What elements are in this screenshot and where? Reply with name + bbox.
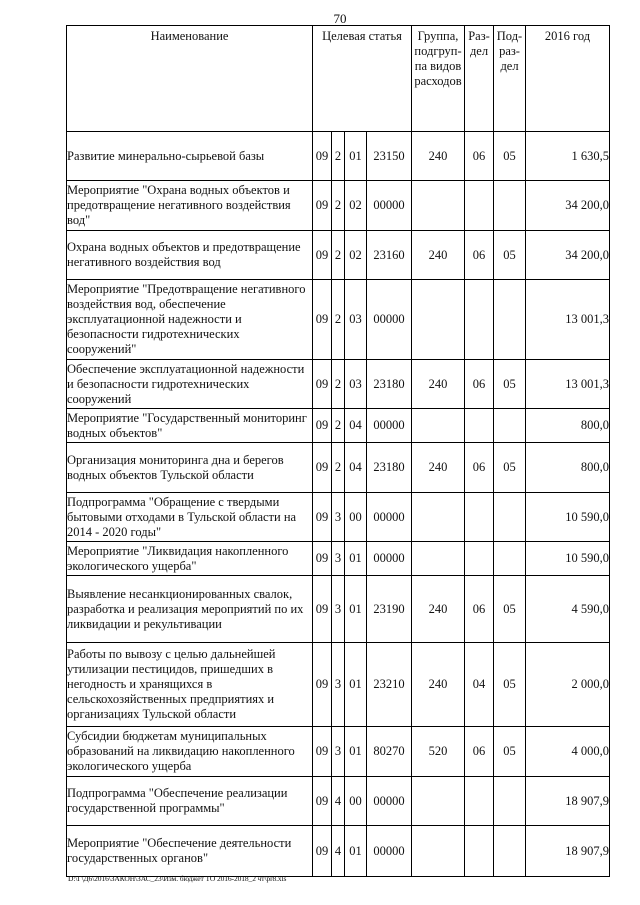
row-name: Мероприятие "Обеспечение деятельности государственных органов"	[67, 826, 313, 877]
table-row	[67, 280, 610, 360]
row-name: Мероприятие "Государственный мониторинг водных объектов"	[67, 409, 313, 443]
subsection: 05	[494, 727, 526, 777]
table-row	[67, 727, 610, 777]
expense-group: 240	[412, 443, 465, 493]
subsection	[494, 542, 526, 576]
table-row	[67, 231, 610, 280]
row-name: Подпрограмма "Обращение с твердыми бытовыми отходами в Тульской области на 2014 - 2020 годы"	[67, 493, 313, 542]
event-code: 04	[345, 443, 367, 493]
direction-code: 00000	[367, 826, 412, 877]
subsection	[494, 181, 526, 231]
amount-2016: 2 000,0	[526, 643, 610, 727]
row-name: Мероприятие "Предотвращение негативного воздействия вод, обеспечение эксплуатационной надежности и безопасности гидротехнических сооружений"	[67, 280, 313, 360]
program-code: 09	[313, 727, 332, 777]
table-row	[67, 826, 610, 877]
row-name: Подпрограмма "Обеспечение реализации государственной программы"	[67, 777, 313, 826]
subsection	[494, 777, 526, 826]
amount-2016: 4 590,0	[526, 576, 610, 643]
direction-code: 23180	[367, 360, 412, 409]
header-row	[67, 26, 610, 132]
subprogram-code: 2	[332, 443, 345, 493]
section	[465, 181, 494, 231]
amount-2016: 13 001,3	[526, 280, 610, 360]
direction-code: 23190	[367, 576, 412, 643]
program-code: 09	[313, 132, 332, 181]
row-name: Охрана водных объектов и предотвращение негативного воздействия вод	[67, 231, 313, 280]
event-code: 01	[345, 132, 367, 181]
row-name: Выявление несанкционированных свалок, разработка и реализация мероприятий по их ликвидации и рекультивации	[67, 576, 313, 643]
program-code: 09	[313, 231, 332, 280]
subprogram-code: 2	[332, 409, 345, 443]
expense-group	[412, 493, 465, 542]
program-code: 09	[313, 181, 332, 231]
row-name: Работы по вывозу с целью дальнейшей утилизации пестицидов, пришедших в негодность и хранящихся в сельскохозяйственных предприятиях и организациях Тульской области	[67, 643, 313, 727]
expense-group: 240	[412, 231, 465, 280]
subprogram-code: 4	[332, 826, 345, 877]
direction-code: 23180	[367, 443, 412, 493]
subsection: 05	[494, 360, 526, 409]
table-row	[67, 576, 610, 643]
subsection	[494, 280, 526, 360]
section: 06	[465, 231, 494, 280]
direction-code: 00000	[367, 409, 412, 443]
expense-group	[412, 777, 465, 826]
direction-code: 23150	[367, 132, 412, 181]
amount-2016: 18 907,9	[526, 826, 610, 877]
subprogram-code: 3	[332, 576, 345, 643]
expense-group	[412, 280, 465, 360]
subprogram-code: 3	[332, 643, 345, 727]
table-row	[67, 493, 610, 542]
row-name: Субсидии бюджетам муниципальных образований на ликвидацию накопленного экологического ущерба	[67, 727, 313, 777]
table-row	[67, 409, 610, 443]
page-number: 70	[333, 11, 347, 26]
subsection: 05	[494, 576, 526, 643]
header-section: Раз-дел	[465, 26, 494, 132]
file-path-footer: D:\Г\Д6\2016\ЗАКОН\ЗАС_23\Изм. бюджет ТО 2016-2018_2 чт\pr8.xls	[68, 874, 287, 883]
section	[465, 280, 494, 360]
program-code: 09	[313, 576, 332, 643]
program-code: 09	[313, 643, 332, 727]
subprogram-code: 2	[332, 360, 345, 409]
subsection	[494, 493, 526, 542]
section: 06	[465, 576, 494, 643]
program-code: 09	[313, 542, 332, 576]
section	[465, 493, 494, 542]
subsection: 05	[494, 231, 526, 280]
row-name: Обеспечение эксплуатационной надежности и безопасности гидротехнических сооружений	[67, 360, 313, 409]
expense-group	[412, 542, 465, 576]
event-code: 00	[345, 493, 367, 542]
event-code: 02	[345, 231, 367, 280]
subprogram-code: 2	[332, 231, 345, 280]
section	[465, 777, 494, 826]
subprogram-code: 3	[332, 727, 345, 777]
amount-2016: 34 200,0	[526, 181, 610, 231]
header-subsection: Под-раз-дел	[494, 26, 526, 132]
row-name: Организация мониторинга дна и берегов водных объектов Тульской области	[67, 443, 313, 493]
amount-2016: 4 000,0	[526, 727, 610, 777]
subsection: 05	[494, 443, 526, 493]
table-row	[67, 542, 610, 576]
expense-group: 240	[412, 643, 465, 727]
direction-code: 00000	[367, 280, 412, 360]
table-row	[67, 360, 610, 409]
event-code: 01	[345, 826, 367, 877]
amount-2016: 10 590,0	[526, 542, 610, 576]
amount-2016: 800,0	[526, 409, 610, 443]
subprogram-code: 3	[332, 493, 345, 542]
expense-group	[412, 826, 465, 877]
subsection: 05	[494, 132, 526, 181]
table-row	[67, 181, 610, 231]
program-code: 09	[313, 493, 332, 542]
expense-group: 240	[412, 132, 465, 181]
section: 06	[465, 360, 494, 409]
event-code: 01	[345, 576, 367, 643]
direction-code: 80270	[367, 727, 412, 777]
event-code: 00	[345, 777, 367, 826]
direction-code: 00000	[367, 777, 412, 826]
header-group: Группа, подгруп-па видов расходов	[412, 26, 465, 132]
table-row	[67, 132, 610, 181]
event-code: 03	[345, 280, 367, 360]
subsection	[494, 409, 526, 443]
budget-table	[66, 25, 610, 877]
direction-code: 23210	[367, 643, 412, 727]
subsection	[494, 826, 526, 877]
event-code: 01	[345, 643, 367, 727]
program-code: 09	[313, 826, 332, 877]
header-name: Наименование	[67, 26, 313, 132]
subprogram-code: 3	[332, 542, 345, 576]
program-code: 09	[313, 409, 332, 443]
event-code: 04	[345, 409, 367, 443]
expense-group	[412, 181, 465, 231]
amount-2016: 18 907,9	[526, 777, 610, 826]
program-code: 09	[313, 280, 332, 360]
section	[465, 826, 494, 877]
section: 06	[465, 727, 494, 777]
expense-group: 520	[412, 727, 465, 777]
section	[465, 542, 494, 576]
event-code: 01	[345, 542, 367, 576]
section	[465, 409, 494, 443]
event-code: 01	[345, 727, 367, 777]
amount-2016: 1 630,5	[526, 132, 610, 181]
subprogram-code: 2	[332, 181, 345, 231]
section: 04	[465, 643, 494, 727]
row-name: Мероприятие "Охрана водных объектов и предотвращение негативного воздействия вод"	[67, 181, 313, 231]
row-name: Развитие минерально-сырьевой базы	[67, 132, 313, 181]
amount-2016: 10 590,0	[526, 493, 610, 542]
program-code: 09	[313, 443, 332, 493]
amount-2016: 34 200,0	[526, 231, 610, 280]
table-row	[67, 643, 610, 727]
section: 06	[465, 132, 494, 181]
direction-code: 00000	[367, 493, 412, 542]
amount-2016: 800,0	[526, 443, 610, 493]
direction-code: 00000	[367, 542, 412, 576]
program-code: 09	[313, 360, 332, 409]
expense-group: 240	[412, 576, 465, 643]
subprogram-code: 4	[332, 777, 345, 826]
direction-code: 00000	[367, 181, 412, 231]
subsection: 05	[494, 643, 526, 727]
program-code: 09	[313, 777, 332, 826]
event-code: 03	[345, 360, 367, 409]
subprogram-code: 2	[332, 280, 345, 360]
expense-group: 240	[412, 360, 465, 409]
event-code: 02	[345, 181, 367, 231]
table-row	[67, 443, 610, 493]
direction-code: 23160	[367, 231, 412, 280]
table-row	[67, 777, 610, 826]
header-target: Целевая статья	[313, 26, 412, 132]
amount-2016: 13 001,3	[526, 360, 610, 409]
row-name: Мероприятие "Ликвидация накопленного экологического ущерба"	[67, 542, 313, 576]
section: 06	[465, 443, 494, 493]
header-year: 2016 год	[526, 26, 610, 132]
subprogram-code: 2	[332, 132, 345, 181]
expense-group	[412, 409, 465, 443]
